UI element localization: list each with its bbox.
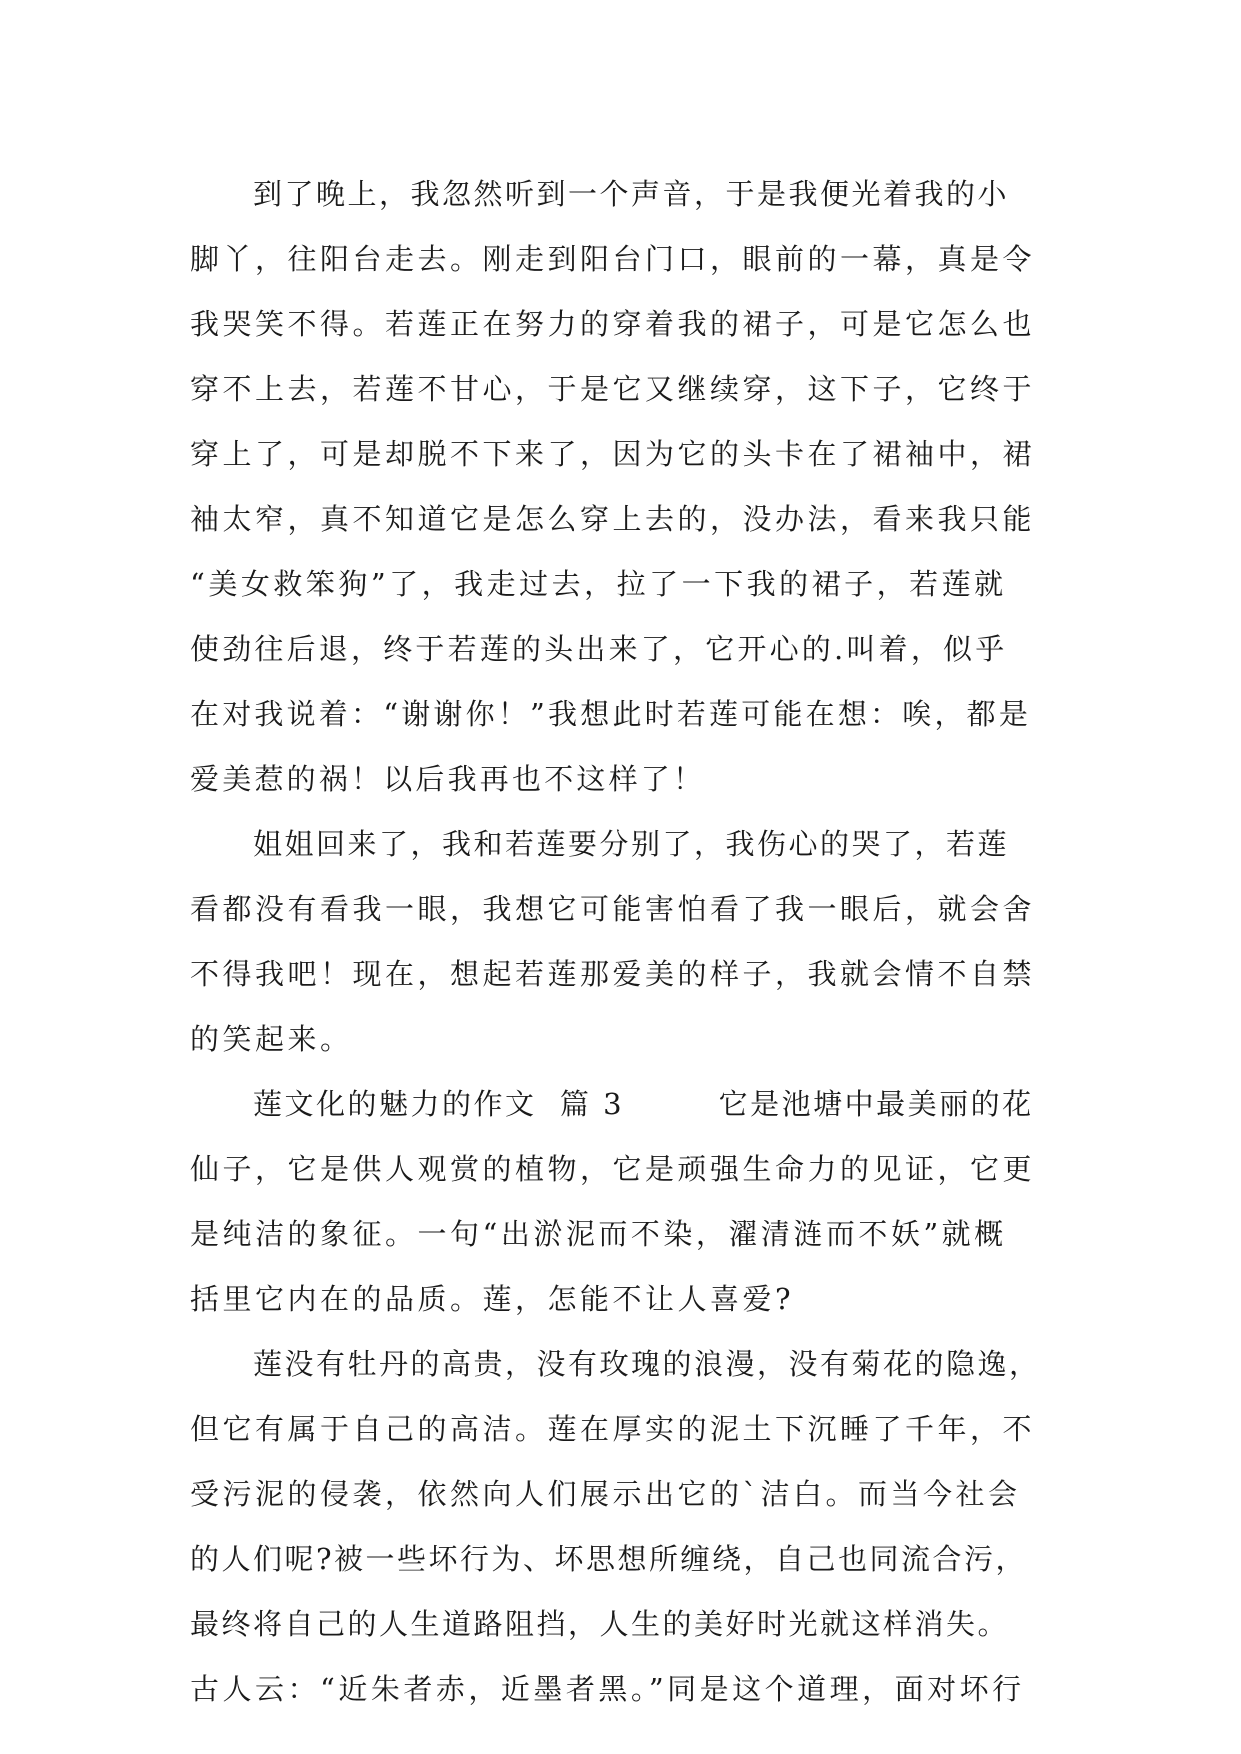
text-line: 在对我说着：“谢谢你！”我想此时若莲可能在想：唉，都是 [190,697,1032,731]
text-line: 姐姐回来了，我和若莲要分别了，我伤心的哭了，若莲 [190,827,1010,861]
text-line: 最终将自己的人生道路阻挡，人生的美好时光就这样消失。 [190,1607,1010,1641]
text-line: 我哭笑不得。若莲正在努力的穿着我的裙子，可是它怎么也 [190,307,1036,341]
text-line: 看都没有看我一眼，我想它可能害怕看了我一眼后，就会舍 [190,892,1036,926]
text-line: 爱美惹的祸！以后我再也不这样了！ [190,762,706,796]
text-line: 莲没有牡丹的高贵，没有玫瑰的浪漫，没有菊花的隐逸， [190,1347,1041,1381]
section-heading-line: 莲文化的魅力的作文 篇 3 它是池塘中最美丽的花 [190,1087,1034,1121]
text-line: 使劲往后退，终于若莲的头出来了，它开心的.叫着，似乎 [190,632,1008,666]
text-line: 穿不上去，若莲不甘心，于是它又继续穿，这下子，它终于 [190,372,1036,406]
text-line: 古人云：“近朱者赤，近墨者黑。”同是这个道理，面对坏行 [190,1672,1025,1706]
text-line: 括里它内在的品质。莲，怎能不让人喜爱? [190,1282,795,1316]
text-line: 不得我吧！现在，想起若莲那爱美的样子，我就会情不自禁 [190,957,1036,991]
text-line: “美女救笨狗”了，我走过去，拉了一下我的裙子，若莲就 [190,567,1007,601]
text-line: 但它有属于自己的高洁。莲在厚实的泥土下沉睡了千年，不 [190,1412,1036,1446]
text-line: 受污泥的侵袭，依然向人们展示出它的`洁白。而当今社会 [190,1477,1021,1511]
document-body [190,162,1060,1722]
text-line: 袖太窄，真不知道它是怎么穿上去的，没办法，看来我只能 [190,502,1036,536]
text-line: 脚丫，往阳台走去。刚走到阳台门口，眼前的一幕，真是令 [190,242,1036,276]
text-line: 仙子，它是供人观赏的植物，它是顽强生命力的见证，它更 [190,1152,1036,1186]
text-line: 穿上了，可是却脱不下来了，因为它的头卡在了裙袖中，裙 [190,437,1036,471]
text-line: 是纯洁的象征。一句“出淤泥而不染，濯清涟而不妖”就概 [190,1217,1007,1251]
text-line: 到了晚上，我忽然听到一个声音，于是我便光着我的小 [190,177,1010,211]
text-line: 的笑起来。 [190,1022,353,1056]
text-line: 的人们呢?被一些坏行为、坏思想所缠绕，自己也同流合污， [190,1542,1028,1576]
